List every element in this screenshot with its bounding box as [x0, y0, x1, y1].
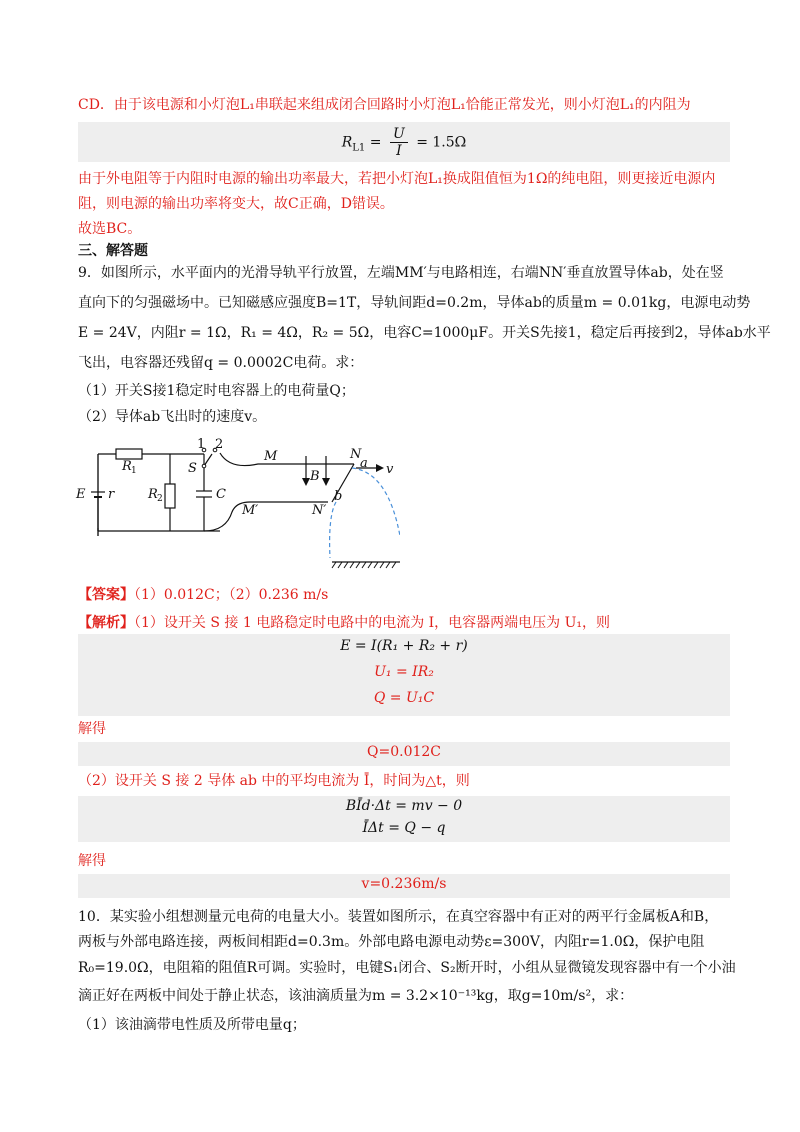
q10-line4: 滴正好在两板中间处于静止状态，该油滴质量为m = 3.2×10⁻¹³kg，取g=10m/s²，求：	[78, 988, 634, 1004]
answer-tag: 【答案】	[78, 587, 134, 603]
q9-sub2: （2）导体ab飞出时的速度v。	[78, 409, 267, 425]
cd-formula-rhs: = 1.5Ω	[416, 134, 467, 151]
section-title: 三、解答题	[78, 243, 148, 259]
analysis-eq2: U₁ = IR₂	[374, 664, 434, 680]
label-r: r	[108, 487, 115, 502]
label-a: a	[360, 456, 368, 471]
analysis-solve1: 解得	[78, 721, 106, 737]
cd-choice: 故选BC。	[78, 221, 142, 237]
cd-line3: 阻，则电源的输出功率将变大，故C正确，D错误。	[78, 196, 394, 212]
label-mprime: M′	[242, 503, 259, 518]
analysis-eq5: ĪΔt = Q − q	[362, 820, 446, 836]
cd-intro: CD．由于该电源和小灯泡L₁串联起来组成闭合回路时小灯泡L₁恰能正常发光，则小灯泡L₁的内阻为	[78, 97, 691, 113]
cd-formula-lhs: R	[341, 134, 353, 151]
cd-line2: 由于外电阻等于内阻时电源的输出功率最大，若把小灯泡L₁换成阻值恒为1Ω的纯电阻，则更接近电源内	[78, 171, 716, 187]
label-e: E	[76, 487, 86, 502]
analysis-result2: v=0.236m/s	[361, 876, 447, 892]
cd-formula-box	[78, 122, 730, 162]
b-arrowhead-2	[322, 478, 330, 486]
label-r1: R	[122, 459, 132, 474]
label-r2-sub: 2	[157, 494, 163, 504]
analysis-result1: Q=0.012C	[367, 744, 441, 760]
cd-formula-num: U	[390, 126, 408, 143]
rail-mprime	[204, 502, 328, 531]
analysis-eq3: Q = U₁C	[373, 690, 435, 706]
switch-pivot	[202, 464, 206, 468]
analysis-text1: （1）设开关 S 接 1 电路稳定时电路中的电流为 I，电容器两端电压为 U₁，则	[134, 615, 611, 631]
analysis-eq4: BĪd·Δt = mv − 0	[345, 798, 463, 814]
label-r2: R	[148, 487, 158, 502]
q9-line4: 飞出，电容器还残留q = 0.0002C电荷。求：	[78, 355, 364, 371]
q9-line3: E = 24V，内阻r = 1Ω，R₁ = 4Ω，R₂ = 5Ω，电容C=1000μF。开关S先接1，稳定后再接到2，导体ab水平	[78, 325, 771, 341]
label-m: M	[264, 449, 278, 464]
ground-hatching	[332, 562, 396, 568]
cd-formula: $R_{L1}$ = $\frac{U}{I}$ = 1.5Ω	[341, 126, 467, 159]
answer-line	[78, 584, 328, 606]
label-b: b	[334, 489, 343, 504]
circuit-diagram	[70, 436, 400, 576]
q10-sub1: （1）该油滴带电性质及所带电量q；	[78, 1017, 306, 1033]
q10-line1: 10．某实验小组想测量元电荷的电量大小。装置如图所示，在真空容器中有正对的两平行金属板A和B，	[78, 909, 719, 925]
q10-line2: 两板与外部电路连接，两板间相距d=0.3m。外部电路电源电动势ε=300V，内阻r=1.0Ω，保护电阻	[78, 934, 705, 950]
cd-formula-den: I	[396, 143, 402, 159]
label-n: N	[350, 447, 362, 462]
analysis-eq1: E = I(R₁ + R₂ + r)	[340, 638, 468, 654]
analysis-tag: 【解析】	[78, 615, 134, 631]
q10-line3: R₀=19.0Ω，电阻箱的阻值R可调。实验时，电键S₁闭合、S₂断开时，小组从显微镜发现容器中有一个小油	[78, 960, 736, 976]
analysis-text2: （2）设开关 S 接 2 导体 ab 中的平均电流为 Ī，时间为△t，则	[78, 773, 470, 789]
label-v: v	[386, 462, 394, 477]
b-arrowhead-1	[302, 478, 310, 486]
trajectory-curve	[352, 468, 400, 536]
label-b-field: B	[310, 469, 320, 484]
label-2: 2	[215, 437, 224, 452]
v-arrowhead	[376, 464, 384, 472]
q9-line1: 9．如图所示，水平面内的光滑导轨平行放置，左端MM′与电路相连，右端NN′垂直放置导体ab，处在竖	[78, 265, 724, 281]
q9-line2: 直向下的匀强磁场中。已知磁感应强度B=1T，导轨间距d=0.2m，导体ab的质量m = 0.01kg，电源电动势	[78, 295, 751, 311]
label-c: C	[216, 487, 226, 502]
trajectory-line	[330, 502, 336, 558]
label-1: 1	[197, 437, 206, 452]
resistor-r1	[116, 449, 142, 459]
cd-formula-fraction	[390, 126, 408, 159]
label-nprime: N′	[312, 503, 327, 518]
label-s: S	[188, 461, 197, 476]
analysis-line1	[78, 612, 610, 634]
label-r1-sub: 1	[131, 466, 137, 476]
analysis-solve2: 解得	[78, 853, 106, 869]
cd-formula-lhs-sub: L1	[352, 142, 366, 154]
resistor-r2	[165, 484, 175, 508]
q9-sub1: （1）开关S接1稳定时电容器上的电荷量Q；	[78, 383, 355, 399]
answer-text: （1）0.012C；（2）0.236 m/s	[134, 587, 329, 603]
